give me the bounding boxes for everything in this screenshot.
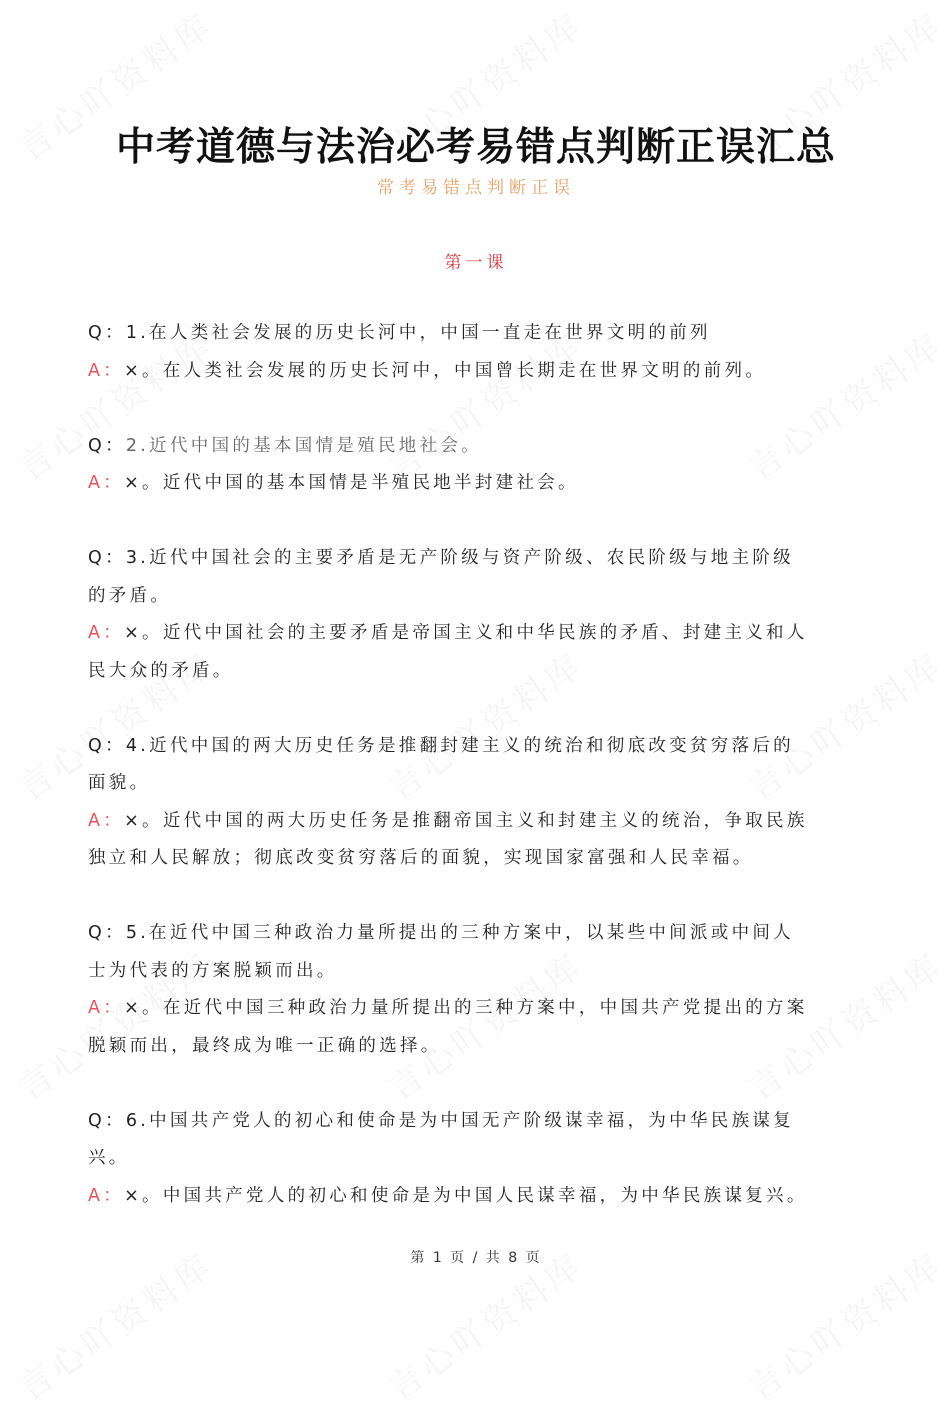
- question-text: 的矛盾。: [88, 585, 172, 606]
- answer-text: ×。近代中国社会的主要矛盾是帝国主义和中华民族的矛盾、封建主义和人: [124, 623, 808, 643]
- answer-label: A：: [88, 623, 125, 643]
- question-line: [88, 1106, 878, 1144]
- answer-line: [88, 993, 878, 1031]
- question-line: [88, 431, 878, 469]
- question-label: Q：: [88, 435, 126, 456]
- question-label: Q：: [88, 1110, 126, 1131]
- answer-label: A：: [88, 1185, 125, 1206]
- answer-text: ×。中国共产党人的初心和使命是为中国人民谋幸福，为中华民族谋复兴。: [124, 1185, 808, 1206]
- answer-line: [88, 1181, 878, 1219]
- answer-label: A：: [88, 360, 125, 381]
- answer-text: ×。近代中国的基本国情是半殖民地半封建社会。: [124, 473, 579, 493]
- answer-text: 脱颖而出，最终成为唯一正确的选择。: [88, 1035, 442, 1056]
- question-line: [88, 768, 878, 806]
- answer-text: 民大众的矛盾。: [88, 660, 234, 681]
- answer-line: [88, 356, 878, 394]
- qa-item: [88, 543, 878, 693]
- question-text: 1.在人类社会发展的历史长河中，中国一直走在世界文明的前列: [125, 323, 711, 343]
- qa-item: [88, 318, 878, 393]
- qa-list: [88, 318, 878, 1256]
- qa-item: [88, 731, 878, 881]
- answer-line: [88, 1031, 878, 1069]
- question-text: 2.近代中国的基本国情是殖民地社会。: [125, 435, 482, 456]
- question-label: Q：: [88, 323, 126, 343]
- question-line: [88, 956, 878, 994]
- question-line: [88, 918, 878, 956]
- question-label: Q：: [88, 735, 126, 756]
- answer-line: [88, 656, 878, 694]
- page-title: 中考道德与法治必考易错点判断正误汇总: [115, 124, 836, 170]
- answer-text: ×。在人类社会发展的历史长河中，中国曾长期走在世界文明的前列。: [124, 360, 767, 381]
- page-number: 第 1 页 / 共 8 页: [410, 1250, 542, 1266]
- question-line: [88, 581, 878, 619]
- question-label: Q：: [88, 923, 126, 943]
- question-line: [88, 318, 878, 356]
- answer-line: [88, 618, 878, 656]
- question-text: 士为代表的方案脱颖而出。: [88, 960, 338, 981]
- lesson-heading: 第一课: [444, 253, 508, 273]
- question-text: 3.近代中国社会的主要矛盾是无产阶级与资产阶级、农民阶级与地主阶级: [125, 548, 794, 568]
- answer-label: A：: [88, 998, 125, 1018]
- answer-text: 独立和人民解放；彻底改变贫穷落后的面貌，实现国家富强和人民幸福。: [88, 848, 754, 868]
- answer-line: [88, 806, 878, 844]
- question-text: 6.中国共产党人的初心和使命是为中国无产阶级谋幸福，为中华民族谋复: [125, 1110, 794, 1131]
- qa-item: [88, 1106, 878, 1219]
- qa-item: [88, 431, 878, 506]
- question-text: 4.近代中国的两大历史任务是推翻封建主义的统治和彻底改变贫穷落后的: [125, 735, 794, 756]
- answer-text: ×。在近代中国三种政治力量所提出的三种方案中，中国共产党提出的方案: [124, 998, 808, 1018]
- question-text: 面貌。: [88, 773, 151, 793]
- question-text: 兴。: [88, 1148, 130, 1168]
- question-label: Q：: [88, 548, 126, 568]
- qa-item: [88, 918, 878, 1068]
- question-text: 5.在近代中国三种政治力量所提出的三种方案中，以某些中间派或中间人: [125, 923, 794, 943]
- answer-label: A：: [88, 810, 125, 831]
- question-line: [88, 731, 878, 769]
- answer-text: ×。近代中国的两大历史任务是推翻帝国主义和封建主义的统治，争取民族: [124, 810, 808, 831]
- page-subtitle: 常考易错点判断正误: [377, 178, 575, 198]
- answer-label: A：: [88, 473, 125, 493]
- question-line: [88, 1143, 878, 1181]
- question-line: [88, 543, 878, 581]
- answer-line: [88, 843, 878, 881]
- answer-line: [88, 468, 878, 506]
